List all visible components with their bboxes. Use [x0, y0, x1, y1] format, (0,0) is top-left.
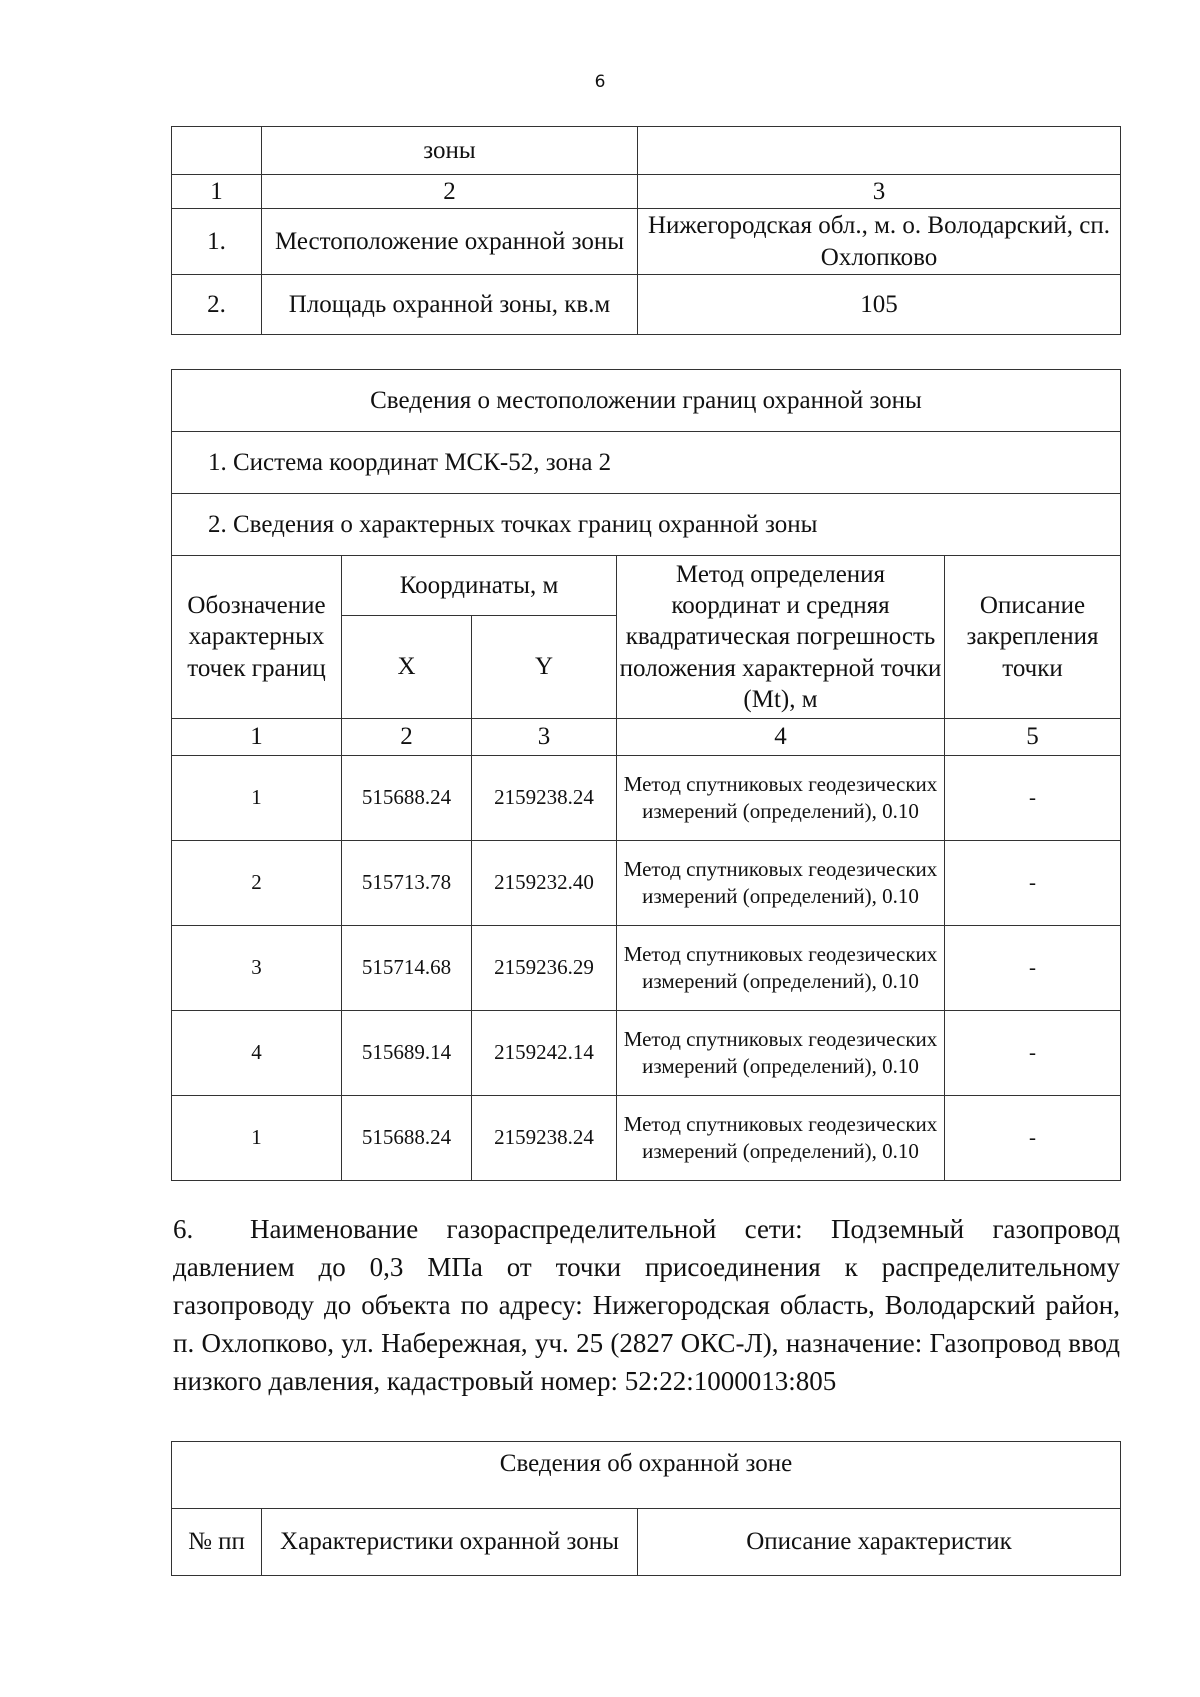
coordinates-header: Координаты, м [342, 556, 617, 616]
column-number-cell: 1 [172, 175, 262, 209]
x-coordinate-cell: 515714.68 [342, 926, 472, 1011]
table-row [172, 1096, 1121, 1181]
method-cell: Метод спутниковых геодезических измерений (определений), 0.10 [617, 926, 945, 1011]
description-cell: - [945, 841, 1121, 926]
protected-zone-info-table [171, 1441, 1121, 1576]
column-number-cell: 2 [262, 175, 638, 209]
y-coordinate-cell: 2159242.14 [472, 1011, 617, 1096]
column-number-cell: 2 [342, 719, 472, 756]
x-coordinate-cell: 515713.78 [342, 841, 472, 926]
column-number-cell: 3 [638, 175, 1121, 209]
column-number-cell: 1 [172, 719, 342, 756]
y-coordinate-cell: 2159232.40 [472, 841, 617, 926]
description-cell: - [945, 1096, 1121, 1181]
description-cell: - [945, 926, 1121, 1011]
column-header-number: № пп [172, 1509, 262, 1576]
zone-boundaries-table [171, 369, 1121, 1181]
characteristic-value-cell [638, 127, 1121, 175]
point-id-cell: 1 [172, 756, 342, 841]
method-cell: Метод спутниковых геодезических измерений (определений), 0.10 [617, 1096, 945, 1181]
gas-network-paragraph [173, 1210, 1120, 1400]
x-coordinate-cell: 515689.14 [342, 1011, 472, 1096]
description-cell: - [945, 756, 1121, 841]
zone-info-table-title: Сведения об охранной зоне [172, 1442, 1121, 1509]
paragraph-text: Наименование газораспределительной сети: Подземный газопровод давлением до 0,3 МПа от точки присоединения к распределительному газопроводу до объекта по адресу: Нижегородская область, Володарский район, п. Охлопково, ул. Набережная, уч. 25 (2827 ОКС-Л), назначение: Газопровод ввод низкого давления, кадастровый номер: 52:22:1000013:805 [173, 1214, 1120, 1396]
column-number-cell: 3 [472, 719, 617, 756]
x-header: X [342, 616, 472, 719]
table-row [172, 756, 1121, 841]
table-row [172, 926, 1121, 1011]
protected-zone-info-table-continued [171, 126, 1121, 335]
method-cell: Метод спутниковых геодезических измерений (определений), 0.10 [617, 841, 945, 926]
row-number-cell: 1. [172, 209, 262, 275]
characteristic-value-cell: 105 [638, 275, 1121, 335]
column-number-cell: 5 [945, 719, 1121, 756]
x-coordinate-cell: 515688.24 [342, 1096, 472, 1181]
method-header: Метод определения координат и средняя квадратическая погрешность положения характерной точки (Mt), м [617, 556, 945, 719]
characteristic-label-cell: Местоположение охранной зоны [262, 209, 638, 275]
x-coordinate-cell: 515688.24 [342, 756, 472, 841]
method-cell: Метод спутниковых геодезических измерений (определений), 0.10 [617, 756, 945, 841]
row-number-cell [172, 127, 262, 175]
row-number-cell: 2. [172, 275, 262, 335]
characteristic-value-cell: Нижегородская обл., м. о. Володарский, сп. Охлопково [638, 209, 1121, 275]
point-id-cell: 1 [172, 1096, 342, 1181]
designation-header: Обозначение характерных точек границ [172, 556, 342, 719]
column-header-characteristic: Характеристики охранной зоны [262, 1509, 638, 1576]
coordinate-system-row: 1. Система координат МСК-52, зона 2 [172, 432, 1121, 494]
column-number-cell: 4 [617, 719, 945, 756]
paragraph-number: 6. [173, 1214, 194, 1244]
description-header: Описание закрепления точки [945, 556, 1121, 719]
point-id-cell: 3 [172, 926, 342, 1011]
page-number: 6 [594, 72, 606, 92]
points-heading-row: 2. Сведения о характерных точках границ охранной зоны [172, 494, 1121, 556]
method-cell: Метод спутниковых геодезических измерений (определений), 0.10 [617, 1011, 945, 1096]
point-id-cell: 4 [172, 1011, 342, 1096]
table-row [172, 1011, 1121, 1096]
boundaries-table-title: Сведения о местоположении границ охранной зоны [172, 370, 1121, 432]
characteristic-label-cell: Площадь охранной зоны, кв.м [262, 275, 638, 335]
description-cell: - [945, 1011, 1121, 1096]
point-id-cell: 2 [172, 841, 342, 926]
y-header: Y [472, 616, 617, 719]
y-coordinate-cell: 2159236.29 [472, 926, 617, 1011]
column-header-description: Описание характеристик [638, 1509, 1121, 1576]
characteristic-label-cell: зоны [262, 127, 638, 175]
table-row [172, 841, 1121, 926]
y-coordinate-cell: 2159238.24 [472, 1096, 617, 1181]
y-coordinate-cell: 2159238.24 [472, 756, 617, 841]
